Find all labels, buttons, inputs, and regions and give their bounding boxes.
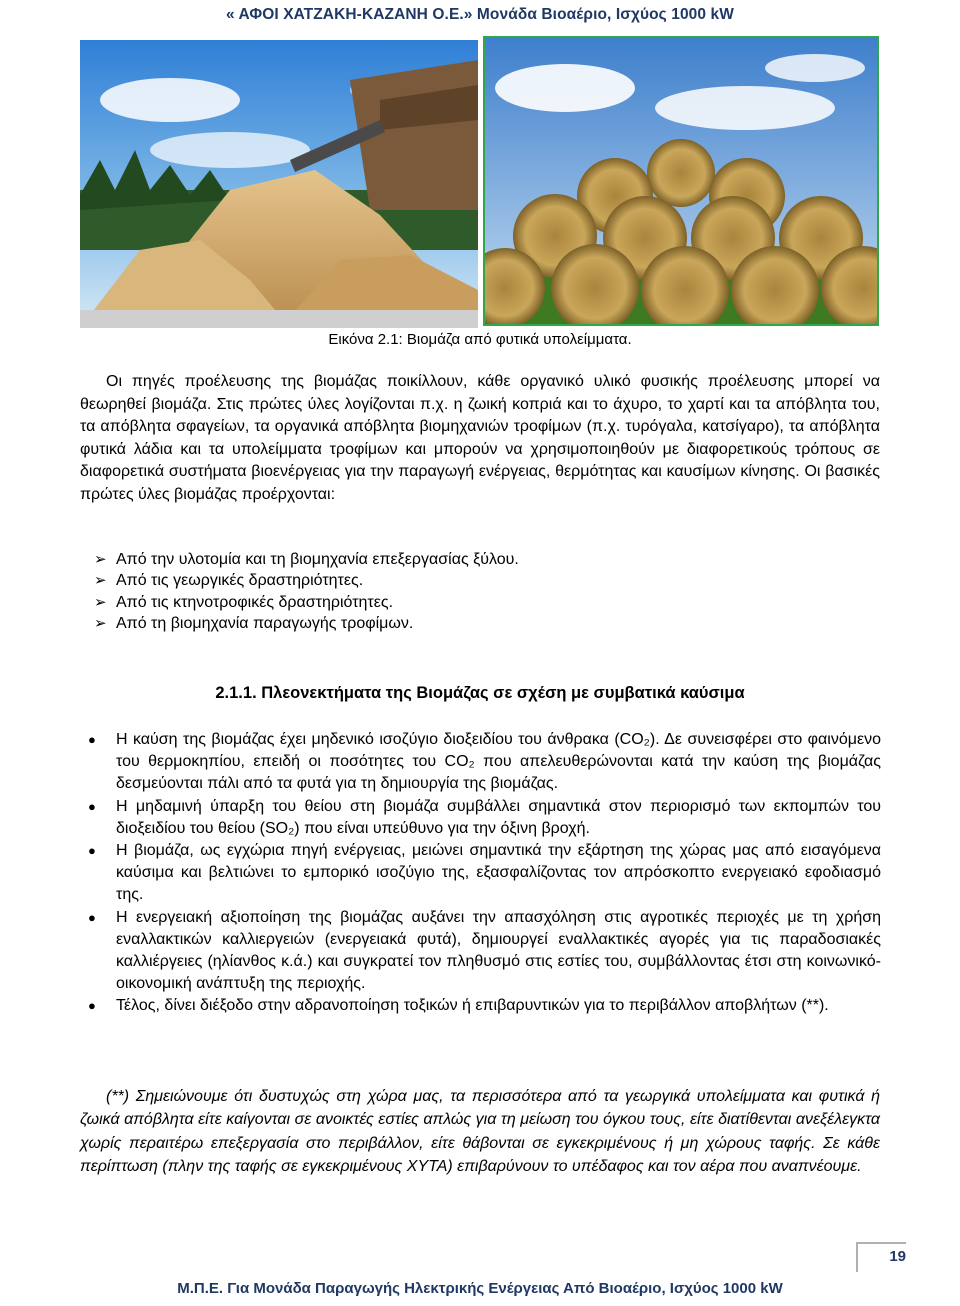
page-number: 19 xyxy=(889,1248,906,1265)
bullet-icon: ● xyxy=(88,909,96,925)
arrow-right-icon: ➢ xyxy=(94,593,107,611)
footnote xyxy=(80,1085,880,1178)
list-item: ➢ Από τη βιομηχανία παραγωγής τροφίμων. xyxy=(94,613,874,634)
bullet-icon: ● xyxy=(88,732,96,747)
bullet-icon: ● xyxy=(88,843,96,859)
list-item: ➢ Από τις κτηνοτροφικές δραστηριότητες. xyxy=(94,592,874,613)
list-item: ● Η βιομάζα, ως εγχώρια πηγή ενέργειας, μειώνει σημαντικά την εξάρτηση της χώρας μας από εισαγόμενα καύσιμα και βελτιώνει το εμπορικό ισοζύγιο της, εξασφαλίζοντας τον απρόσκοπτο ενεργειακό εφοδιασμό της. xyxy=(88,842,881,904)
figure-caption: Εικόνα 2.1: Βιομάζα από φυτικά υπολείμματα. xyxy=(328,331,632,348)
bullet-icon: ● xyxy=(88,998,96,1014)
arrow-right-icon: ➢ xyxy=(94,551,107,568)
advantages-list xyxy=(88,729,881,1018)
wood-chips-photo xyxy=(80,40,478,328)
list-item: ➢ Από την υλοτομία και τη βιομηχανία επεξεργασίας ξύλου. xyxy=(94,549,874,570)
list-item: ● Η ενεργειακή αξιοποίηση της βιομάζας αυξάνει την απασχόληση στις αγροτικές περιοχές με τη χρήση εναλλακτικών καλλιεργειών (ενεργειακά φυτά), δημιουργεί εναλλακτικές αγορές για τις παραδοσιακές καλλιέργειες (ηλίανθος κ.ά.) και συγκρατεί τον πληθυσμό στις εστίες του, συμβάλλοντας έτσι στη κοινωνικό-οικονομική ανάπτυξη της περιοχής. xyxy=(88,908,881,993)
section-heading: 2.1.1. Πλεονεκτήματα της Βιομάζας σε σχέση με συμβατικά καύσιμα xyxy=(215,684,745,702)
page-header: « ΑΦΟΙ ΧΑΤΖΑΚΗ-ΚΑΖΑΝΗ Ο.Ε.» Μονάδα Βιοαέριο, Ισχύος 1000 kW xyxy=(226,6,734,23)
page-footer: Μ.Π.Ε. Για Μονάδα Παραγωγής Ηλεκτρικής Ενέργειας Από Βιοαέριο, Ισχύος 1000 kW xyxy=(177,1280,783,1297)
sources-list xyxy=(94,549,874,634)
hay-bales-photo xyxy=(483,36,879,326)
footnote-text: (**) Σημειώνουμε ότι δυστυχώς στη χώρα μας, τα περισσότερα από τα γεωργικά υπολείμματα και φυτικά ή ζωικά απόβλητα είτε καίγονται σε ανοικτές εστίες απλώς για τη μείωση του όγκου τους, είτε διατίθενται ανεξέλεγκτα χωρίς περαιτέρω επεξεργασία στο περιβάλλον, είτε θάβονται σε εγκεκριμένους ή μη χώρους ταφής. Σε κάθε περίπτωση (πλην της ταφής σε εγκεκριμένους ΧΥΤΑ) επιβαρύνουν το υπέδαφος και τον αέρα που αναπνέουμε. xyxy=(80,1088,880,1175)
figure xyxy=(80,36,880,328)
list-item: ● Η καύση της βιομάζας έχει μηδενικό ισοζύγιο διοξειδίου του άνθρακα (CO₂). Δε συνεισφέρει στο φαινόμενο του θερμοκηπίου, επειδή οι ποσότητες του CO₂ που απελευθερώνονται κατά την καύση της βιομάζας δεσμεύονται πάλι από τα φυτά για τη δημιουργία της βιομάζας. xyxy=(88,731,881,793)
intro-paragraph: Οι πηγές προέλευσης της βιομάζας ποικίλλουν, κάθε οργανικό υλικό φυσικής προέλευσης μπορεί να θεωρηθεί βιομάζα. Στις πρώτες ύλες λογίζονται π.χ. η ζωική κοπριά και το άχυρο, το χαρτί και τα απόβλητα του, τα απόβλητα σφαγείων, τα οργανικά απόβλητα βιομηχανιών τροφίμων (π.χ. τυρόγαλα, κατσίγαρο), τα απόβλητα φυτικά λάδια και τα υπολείμματα τροφίμων και μπορούν να χρησιμοποιηθούν με διαφορετικούς τρόπους σε διαφορετικά συστήματα βιοενέργειας για την παραγωγή ενέργειας, θερμότητας και καυσίμων κίνησης. Οι βασικές πρώτες ύλες βιομάζας προέρχονται: xyxy=(80,373,880,503)
bullet-icon: ● xyxy=(88,798,96,814)
list-item: ● Η μηδαμινή ύπαρξη του θείου στη βιομάζα συμβάλλει σημαντικά στον περιορισμό των εκπομπών του διοξειδίου του θείου (SO₂) που είναι υπεύθυνο για την όξινη βροχή. xyxy=(88,797,881,837)
arrow-right-icon: ➢ xyxy=(94,614,107,632)
arrow-right-icon: ➢ xyxy=(94,572,107,590)
intro-section xyxy=(80,371,880,507)
list-item: ➢ Από τις γεωργικές δραστηριότητες. xyxy=(94,570,874,591)
list-item: ● Τέλος, δίνει διέξοδο στην αδρανοποίηση τοξικών ή επιβαρυντικών για το περιβάλλον αποβλήτων (**). xyxy=(88,995,881,1017)
